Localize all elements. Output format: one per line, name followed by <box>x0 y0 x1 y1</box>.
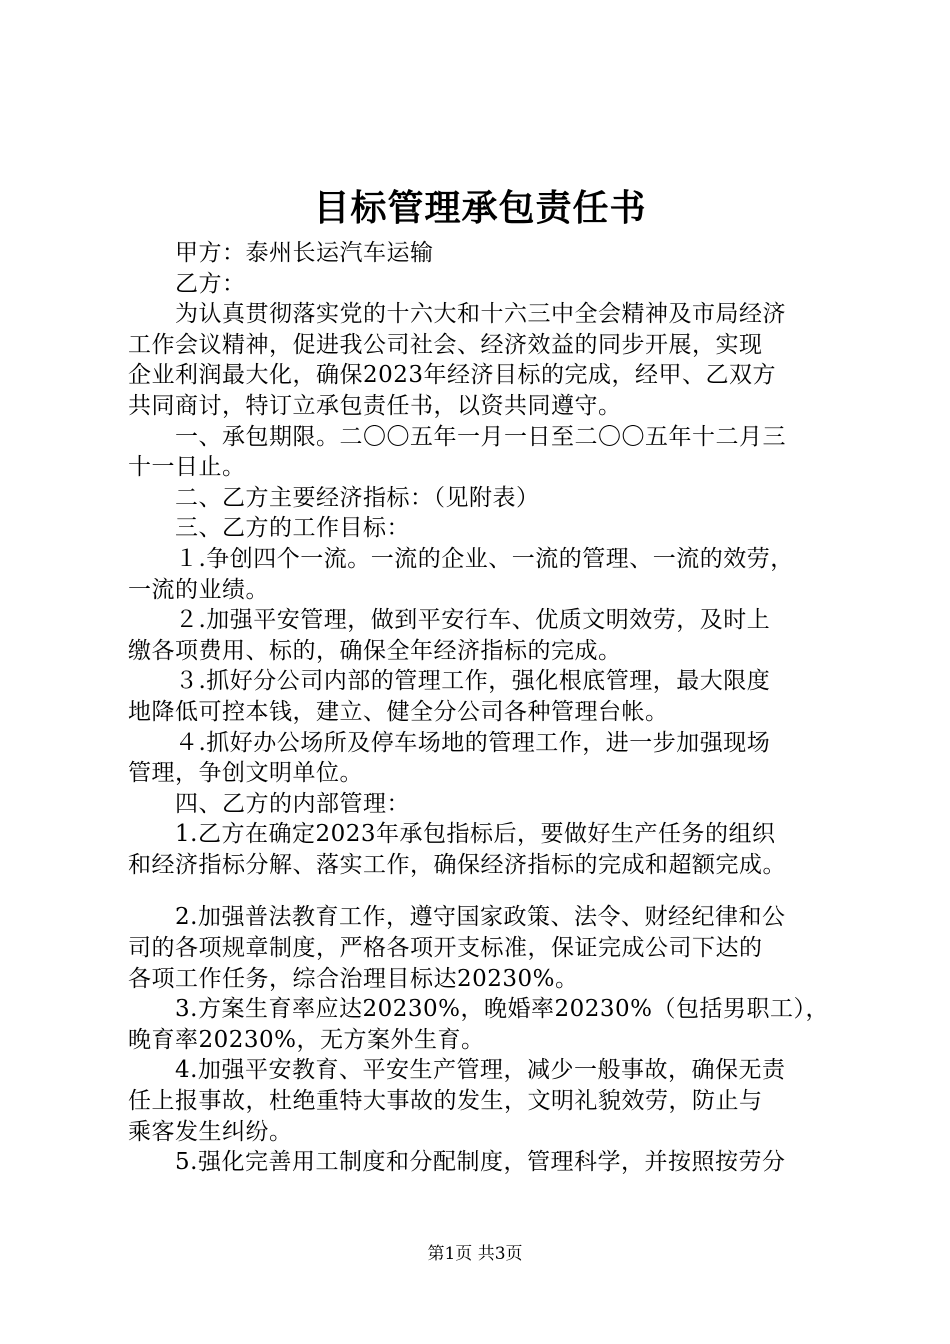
paragraph-line: 乘客发生纠纷。 <box>128 1118 293 1145</box>
paragraph-line: ２.加强平安管理，做到平安行车、优质文明效劳，及时上 <box>128 607 771 634</box>
document-body <box>128 238 858 1178</box>
paragraph-line: 2.加强普法教育工作，遵守国家政策、法令、财经纪律和公 <box>128 904 786 931</box>
paragraph-line: 共同商讨，特订立承包责任书，以资共同遵守。 <box>128 392 622 419</box>
page-footer: 第1页 共3页 <box>427 1244 523 1264</box>
paragraph-line: 为认真贯彻落实党的十六大和十六三中全会精神及市局经济 <box>128 301 786 328</box>
paragraph-line: 晚育率20230%，无方案外生育。 <box>128 1026 485 1053</box>
paragraph-line: 乙方： <box>128 270 246 297</box>
paragraph-line: 三、乙方的工作目标： <box>128 515 410 542</box>
paragraph-line: 5.强化完善用工制度和分配制度，管理科学，并按照按劳分 <box>128 1149 786 1176</box>
paragraph-line: 任上报事故，杜绝重特大事故的发生，文明礼貌效劳，防止与 <box>128 1088 763 1115</box>
paragraph-line: 十一日止。 <box>128 454 246 481</box>
paragraph-line: 甲方：泰州长运汽车运输 <box>128 240 434 266</box>
paragraph-line: 4.加强平安教育、平安生产管理，减少一般事故，确保无责 <box>128 1057 786 1084</box>
paragraph-line: 司的各项规章制度，严格各项开支标准，保证完成公司下达的 <box>128 935 763 962</box>
paragraph-line: 二、乙方主要经济指标：（见附表） <box>128 484 540 511</box>
paragraph-line: 和经济指标分解、落实工作，确保经济指标的完成和超额完成。 <box>128 851 786 878</box>
paragraph-line: 四、乙方的内部管理： <box>128 790 410 817</box>
paragraph-line: 3.方案生育率应达20230%，晚婚率20230%（包括男职工）， <box>128 996 829 1023</box>
paragraph-line: ４.抓好办公场所及停车场地的管理工作，进一步加强现场 <box>128 729 771 756</box>
paragraph-gap <box>128 880 858 902</box>
paragraph-line: 工作会议精神，促进我公司社会、经济效益的同步开展，实现 <box>128 331 763 358</box>
paragraph-line: 一、承包期限。二〇〇五年一月一日至二〇〇五年十二月三 <box>128 423 786 450</box>
paragraph-line: 1.乙方在确定2023年承包指标后，要做好生产任务的组织 <box>128 821 776 848</box>
paragraph-line: ３.抓好分公司内部的管理工作，强化根底管理，最大限度 <box>128 668 771 695</box>
paragraph-line: 各项工作任务，综合治理目标达20230%。 <box>128 965 579 992</box>
paragraph-line: 企业利润最大化，确保2023年经济目标的完成，经甲、乙双方 <box>128 362 777 389</box>
paragraph-line: １.争创四个一流。一流的企业、一流的管理、一流的效劳， <box>128 545 794 572</box>
paragraph-line: 缴各项费用、标的，确保全年经济指标的完成。 <box>128 637 622 664</box>
document-title: 目标管理承包责任书 <box>313 187 647 229</box>
paragraph-line: 地降低可控本钱，建立、健全分公司各种管理台帐。 <box>128 698 669 725</box>
paragraph-line: 管理，争创文明单位。 <box>128 760 363 787</box>
paragraph-line: 一流的业绩。 <box>128 576 269 603</box>
